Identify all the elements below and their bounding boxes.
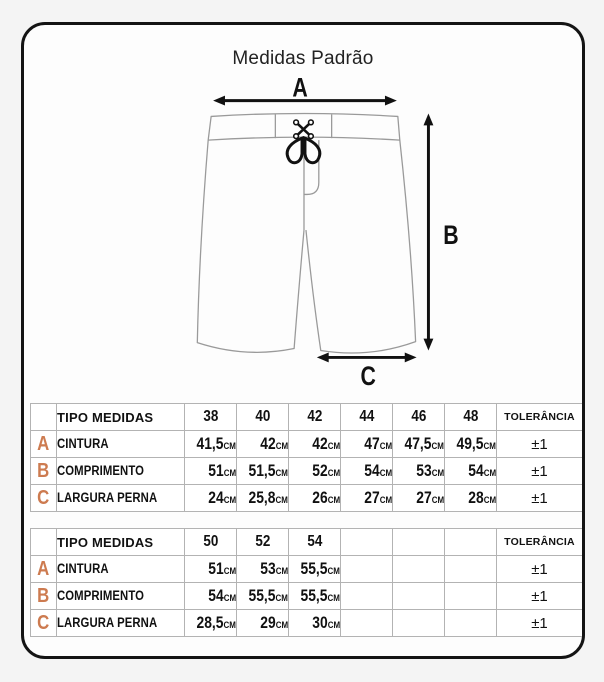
measure-value: 29CM [260, 613, 288, 632]
measure-value-cell [185, 583, 237, 610]
size-number: 52 [255, 533, 270, 550]
size-table-50-54 [30, 528, 583, 637]
unit-label: CM [379, 440, 392, 452]
size-number: 48 [463, 408, 478, 425]
size-column-header [341, 404, 393, 431]
tolerance-value: ±1 [497, 610, 583, 637]
tolerance-value: ±1 [497, 485, 583, 512]
measure-value-cell [341, 610, 393, 637]
size-column-header [393, 529, 445, 556]
measure-value: 51CM [208, 461, 236, 480]
unit-label: CM [431, 440, 444, 452]
waistband [208, 113, 400, 140]
row-letter-badge [31, 431, 57, 458]
measure-type-text: LARGURA PERNA [57, 615, 158, 630]
measurement-card-frame [21, 22, 585, 659]
unit-label: CM [327, 565, 340, 577]
size-column-header [445, 404, 497, 431]
size-column-header [237, 404, 289, 431]
tolerance-value: ±1 [497, 458, 583, 485]
measure-type-label [57, 556, 185, 583]
right-leg [306, 140, 416, 353]
size-column-header [185, 529, 237, 556]
measure-value: 25,8CM [248, 488, 288, 507]
unit-label: CM [379, 467, 392, 479]
measure-value-cell [341, 556, 393, 583]
measure-type-label [57, 458, 185, 485]
measure-value-cell [289, 485, 341, 512]
measure-value: 55,5CM [300, 559, 340, 578]
unit-label: CM [483, 467, 496, 479]
measure-value: 27CM [416, 488, 444, 507]
row-letter: C [37, 486, 50, 509]
tolerance-header: TOLERÂNCIA [497, 404, 583, 431]
type-measures-header: TIPO MEDIDAS [57, 404, 185, 431]
row-letter-badge [31, 458, 57, 485]
measure-value-cell [341, 583, 393, 610]
unit-label: CM [327, 494, 340, 506]
arrow-c [317, 352, 417, 362]
measure-value-cell [289, 583, 341, 610]
measure-value-cell [445, 458, 497, 485]
measure-value-cell [393, 610, 445, 637]
measure-value-cell [185, 458, 237, 485]
size-column-header [341, 529, 393, 556]
corner-cell [31, 404, 57, 431]
measure-value: 26CM [312, 488, 340, 507]
unit-label: CM [275, 619, 288, 631]
unit-label: CM [275, 440, 288, 452]
unit-label: CM [379, 494, 392, 506]
row-letter: B [37, 584, 50, 607]
measure-value-cell [289, 556, 341, 583]
unit-label: CM [327, 592, 340, 604]
measure-value-cell [393, 485, 445, 512]
unit-label: CM [223, 467, 236, 479]
measure-row [31, 485, 583, 512]
diagram-label-a: A [292, 73, 308, 104]
unit-label: CM [483, 494, 496, 506]
measure-value: 41,5CM [196, 434, 236, 453]
measure-value: 54CM [208, 586, 236, 605]
table-header-row [31, 529, 583, 556]
measure-value-cell [393, 583, 445, 610]
measure-value-cell [393, 431, 445, 458]
type-measures-header: TIPO MEDIDAS [57, 529, 185, 556]
corner-cell [31, 529, 57, 556]
measure-value-cell [341, 485, 393, 512]
measure-row [31, 431, 583, 458]
measure-row [31, 458, 583, 485]
measure-row [31, 583, 583, 610]
measure-value: 49,5CM [456, 434, 496, 453]
unit-label: CM [275, 592, 288, 604]
measure-value-cell [393, 556, 445, 583]
row-letter: B [37, 459, 50, 482]
table-header-row [31, 404, 583, 431]
measure-value-cell [185, 431, 237, 458]
size-column-header [445, 529, 497, 556]
measure-value-cell [237, 485, 289, 512]
measure-type-label [57, 610, 185, 637]
unit-label: CM [327, 619, 340, 631]
measure-value-cell [185, 485, 237, 512]
size-number: 46 [411, 408, 426, 425]
measure-value-cell [445, 431, 497, 458]
measure-value-cell [341, 458, 393, 485]
unit-label: CM [223, 494, 236, 506]
measure-type-label [57, 485, 185, 512]
size-number: 44 [359, 408, 374, 425]
measure-value: 28CM [468, 488, 496, 507]
measure-type-text: CINTURA [57, 561, 109, 576]
measure-type-text: COMPRIMENTO [57, 463, 145, 478]
measure-type-text: COMPRIMENTO [57, 588, 145, 603]
size-column-header [237, 529, 289, 556]
unit-label: CM [223, 440, 236, 452]
size-column-header [289, 404, 341, 431]
size-column-header [393, 404, 445, 431]
measure-row [31, 610, 583, 637]
measure-value: 54CM [364, 461, 392, 480]
measure-value: 55,5CM [300, 586, 340, 605]
unit-label: CM [275, 467, 288, 479]
measure-value: 47CM [364, 434, 392, 453]
measure-value-cell [289, 458, 341, 485]
measure-value-cell [445, 556, 497, 583]
arrow-b [424, 113, 434, 350]
measure-value: 55,5CM [248, 586, 288, 605]
measure-value: 47,5CM [404, 434, 444, 453]
unit-label: CM [483, 440, 496, 452]
measure-row [31, 556, 583, 583]
unit-label: CM [275, 565, 288, 577]
measure-value-cell [445, 583, 497, 610]
tolerance-value: ±1 [497, 431, 583, 458]
measure-value-cell [237, 431, 289, 458]
measure-value: 53CM [260, 559, 288, 578]
measure-value-cell [237, 556, 289, 583]
page-title: Medidas Padrão [232, 48, 374, 69]
measure-value-cell [341, 431, 393, 458]
size-table-38-48 [30, 403, 583, 512]
row-letter: A [37, 557, 50, 580]
measure-value: 30CM [312, 613, 340, 632]
tolerance-value: ±1 [497, 556, 583, 583]
diagram-label-c: C [360, 361, 376, 392]
measure-type-text: CINTURA [57, 436, 109, 451]
row-letter: C [37, 611, 50, 634]
measure-type-text: LARGURA PERNA [57, 490, 158, 505]
unit-label: CM [275, 494, 288, 506]
unit-label: CM [431, 494, 444, 506]
row-letter: A [37, 432, 50, 455]
measure-value: 42CM [260, 434, 288, 453]
measure-value-cell [237, 610, 289, 637]
size-column-header [289, 529, 341, 556]
measure-value: 51CM [208, 559, 236, 578]
size-number: 42 [307, 408, 322, 425]
size-number: 50 [203, 533, 218, 550]
measure-value-cell [289, 431, 341, 458]
unit-label: CM [223, 592, 236, 604]
row-letter-badge [31, 610, 57, 637]
left-leg [197, 140, 304, 352]
size-number: 38 [203, 408, 218, 425]
measure-type-label [57, 431, 185, 458]
measure-value: 52CM [312, 461, 340, 480]
row-letter-badge [31, 485, 57, 512]
size-number: 40 [255, 408, 270, 425]
unit-label: CM [327, 440, 340, 452]
measure-value-cell [445, 610, 497, 637]
measure-value: 24CM [208, 488, 236, 507]
row-letter-badge [31, 583, 57, 610]
measure-value-cell [445, 485, 497, 512]
unit-label: CM [223, 619, 236, 631]
unit-label: CM [327, 467, 340, 479]
shorts-diagram [24, 70, 582, 392]
tolerance-header: TOLERÂNCIA [497, 529, 583, 556]
row-letter-badge [31, 556, 57, 583]
measure-value: 53CM [416, 461, 444, 480]
measure-value: 28,5CM [196, 613, 236, 632]
measure-value: 51,5CM [248, 461, 288, 480]
unit-label: CM [223, 565, 236, 577]
unit-label: CM [431, 467, 444, 479]
measure-value: 54CM [468, 461, 496, 480]
measure-value-cell [185, 610, 237, 637]
measure-type-label [57, 583, 185, 610]
measure-value: 27CM [364, 488, 392, 507]
size-number: 54 [307, 533, 322, 550]
measure-value-cell [237, 583, 289, 610]
measure-value-cell [393, 458, 445, 485]
measure-value-cell [237, 458, 289, 485]
measure-value-cell [289, 610, 341, 637]
measure-value-cell [185, 556, 237, 583]
diagram-label-b: B [443, 220, 459, 251]
size-column-header [185, 404, 237, 431]
measure-value: 42CM [312, 434, 340, 453]
tolerance-value: ±1 [497, 583, 583, 610]
